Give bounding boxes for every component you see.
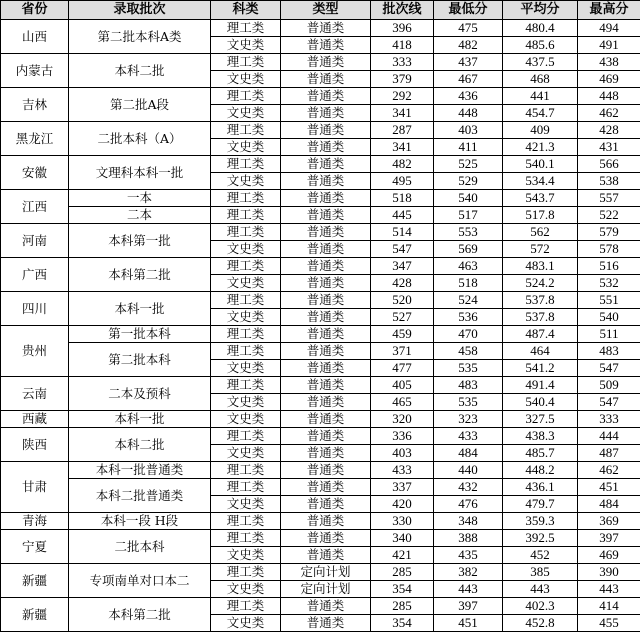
- type-cell: 普通类: [281, 258, 371, 275]
- cutoff-cell: 477: [371, 360, 434, 377]
- cutoff-cell: 285: [371, 598, 434, 615]
- category-cell: 文史类: [211, 275, 281, 292]
- avg-score-cell: 359.3: [503, 513, 578, 530]
- table-row: [1, 530, 640, 547]
- province-cell: 云南: [1, 377, 69, 411]
- min-score-cell: 433: [434, 428, 503, 445]
- type-cell: 普通类: [281, 241, 371, 258]
- table-row: [1, 122, 640, 139]
- category-cell: 理工类: [211, 122, 281, 139]
- cutoff-cell: 433: [371, 462, 434, 479]
- avg-score-cell: 537.8: [503, 292, 578, 309]
- batch-cell: 本科二批普通类: [69, 479, 211, 513]
- type-cell: 定向计划: [281, 581, 371, 598]
- type-cell: 普通类: [281, 360, 371, 377]
- category-cell: 文史类: [211, 496, 281, 513]
- avg-score-cell: 464: [503, 343, 578, 360]
- province-cell: 河南: [1, 224, 69, 258]
- max-score-cell: 451: [578, 479, 640, 496]
- category-cell: 理工类: [211, 292, 281, 309]
- min-score-cell: 411: [434, 139, 503, 156]
- table-row: [1, 190, 640, 207]
- min-score-cell: 518: [434, 275, 503, 292]
- table-row: [1, 258, 640, 275]
- min-score-cell: 569: [434, 241, 503, 258]
- cutoff-cell: 421: [371, 547, 434, 564]
- min-score-cell: 483: [434, 377, 503, 394]
- category-cell: 理工类: [211, 513, 281, 530]
- batch-cell: 二批本科: [69, 530, 211, 564]
- avg-score-cell: 402.3: [503, 598, 578, 615]
- max-score-cell: 428: [578, 122, 640, 139]
- avg-score-cell: 483.1: [503, 258, 578, 275]
- province-cell: 黑龙江: [1, 122, 69, 156]
- type-cell: 普通类: [281, 292, 371, 309]
- min-score-cell: 388: [434, 530, 503, 547]
- category-cell: 理工类: [211, 343, 281, 360]
- category-cell: 文史类: [211, 37, 281, 54]
- type-cell: 普通类: [281, 343, 371, 360]
- category-cell: 理工类: [211, 190, 281, 207]
- avg-score-cell: 409: [503, 122, 578, 139]
- min-score-cell: 435: [434, 547, 503, 564]
- cutoff-cell: 336: [371, 428, 434, 445]
- province-cell: 内蒙古: [1, 54, 69, 88]
- header-type: 类型: [281, 1, 371, 20]
- batch-cell: 二本: [69, 207, 211, 224]
- province-cell: 贵州: [1, 326, 69, 377]
- table-row: [1, 54, 640, 71]
- type-cell: 普通类: [281, 496, 371, 513]
- cutoff-cell: 354: [371, 615, 434, 632]
- min-score-cell: 348: [434, 513, 503, 530]
- category-cell: 文史类: [211, 411, 281, 428]
- avg-score-cell: 392.5: [503, 530, 578, 547]
- type-cell: 普通类: [281, 37, 371, 54]
- province-cell: 广西: [1, 258, 69, 292]
- min-score-cell: 443: [434, 581, 503, 598]
- min-score-cell: 458: [434, 343, 503, 360]
- cutoff-cell: 341: [371, 139, 434, 156]
- category-cell: 理工类: [211, 88, 281, 105]
- type-cell: 普通类: [281, 207, 371, 224]
- header-max-score: 最高分: [578, 1, 640, 20]
- avg-score-cell: 572: [503, 241, 578, 258]
- batch-cell: 本科二批: [69, 54, 211, 88]
- min-score-cell: 467: [434, 71, 503, 88]
- max-score-cell: 469: [578, 71, 640, 88]
- table-row: [1, 343, 640, 360]
- avg-score-cell: 441: [503, 88, 578, 105]
- type-cell: 普通类: [281, 326, 371, 343]
- type-cell: 普通类: [281, 598, 371, 615]
- cutoff-cell: 320: [371, 411, 434, 428]
- min-score-cell: 475: [434, 20, 503, 37]
- batch-cell: 一本: [69, 190, 211, 207]
- header-category: 科类: [211, 1, 281, 20]
- min-score-cell: 535: [434, 360, 503, 377]
- batch-cell: 本科一批普通类: [69, 462, 211, 479]
- max-score-cell: 557: [578, 190, 640, 207]
- type-cell: 普通类: [281, 462, 371, 479]
- avg-score-cell: 524.2: [503, 275, 578, 292]
- type-cell: 普通类: [281, 20, 371, 37]
- avg-score-cell: 485.6: [503, 37, 578, 54]
- avg-score-cell: 517.8: [503, 207, 578, 224]
- type-cell: 普通类: [281, 88, 371, 105]
- max-score-cell: 487: [578, 445, 640, 462]
- max-score-cell: 369: [578, 513, 640, 530]
- avg-score-cell: 327.5: [503, 411, 578, 428]
- max-score-cell: 443: [578, 581, 640, 598]
- max-score-cell: 455: [578, 615, 640, 632]
- type-cell: 普通类: [281, 530, 371, 547]
- batch-cell: 文理科本科一批: [69, 156, 211, 190]
- table-row: [1, 326, 640, 343]
- batch-cell: 本科二批: [69, 428, 211, 462]
- max-score-cell: 522: [578, 207, 640, 224]
- cutoff-cell: 405: [371, 377, 434, 394]
- avg-score-cell: 534.4: [503, 173, 578, 190]
- category-cell: 文史类: [211, 173, 281, 190]
- avg-score-cell: 491.4: [503, 377, 578, 394]
- min-score-cell: 536: [434, 309, 503, 326]
- type-cell: 普通类: [281, 547, 371, 564]
- min-score-cell: 484: [434, 445, 503, 462]
- avg-score-cell: 443: [503, 581, 578, 598]
- table-row: [1, 20, 640, 37]
- batch-cell: 第二批A段: [69, 88, 211, 122]
- cutoff-cell: 341: [371, 105, 434, 122]
- province-cell: 陕西: [1, 428, 69, 462]
- header-province: 省份: [1, 1, 69, 20]
- cutoff-cell: 285: [371, 564, 434, 581]
- avg-score-cell: 537.8: [503, 309, 578, 326]
- min-score-cell: 529: [434, 173, 503, 190]
- table-row: [1, 88, 640, 105]
- category-cell: 文史类: [211, 615, 281, 632]
- max-score-cell: 469: [578, 547, 640, 564]
- category-cell: 理工类: [211, 564, 281, 581]
- category-cell: 文史类: [211, 581, 281, 598]
- max-score-cell: 579: [578, 224, 640, 241]
- table-row: [1, 156, 640, 173]
- header-min-score: 最低分: [434, 1, 503, 20]
- province-cell: 宁夏: [1, 530, 69, 564]
- cutoff-cell: 527: [371, 309, 434, 326]
- category-cell: 理工类: [211, 258, 281, 275]
- province-cell: 四川: [1, 292, 69, 326]
- category-cell: 文史类: [211, 241, 281, 258]
- avg-score-cell: 541.2: [503, 360, 578, 377]
- max-score-cell: 462: [578, 462, 640, 479]
- batch-cell: 二本及预科: [69, 377, 211, 411]
- cutoff-cell: 337: [371, 479, 434, 496]
- max-score-cell: 484: [578, 496, 640, 513]
- type-cell: 普通类: [281, 394, 371, 411]
- avg-score-cell: 562: [503, 224, 578, 241]
- category-cell: 文史类: [211, 71, 281, 88]
- type-cell: 普通类: [281, 224, 371, 241]
- type-cell: 普通类: [281, 275, 371, 292]
- cutoff-cell: 420: [371, 496, 434, 513]
- max-score-cell: 333: [578, 411, 640, 428]
- min-score-cell: 323: [434, 411, 503, 428]
- type-cell: 普通类: [281, 428, 371, 445]
- category-cell: 文史类: [211, 394, 281, 411]
- min-score-cell: 440: [434, 462, 503, 479]
- table-row: [1, 377, 640, 394]
- batch-cell: 第二批本科A类: [69, 20, 211, 54]
- province-cell: 新疆: [1, 598, 69, 632]
- table-row: [1, 411, 640, 428]
- max-score-cell: 566: [578, 156, 640, 173]
- cutoff-cell: 403: [371, 445, 434, 462]
- max-score-cell: 551: [578, 292, 640, 309]
- min-score-cell: 382: [434, 564, 503, 581]
- cutoff-cell: 340: [371, 530, 434, 547]
- max-score-cell: 397: [578, 530, 640, 547]
- type-cell: 普通类: [281, 615, 371, 632]
- cutoff-cell: 465: [371, 394, 434, 411]
- max-score-cell: 547: [578, 394, 640, 411]
- max-score-cell: 431: [578, 139, 640, 156]
- cutoff-cell: 333: [371, 54, 434, 71]
- min-score-cell: 448: [434, 105, 503, 122]
- cutoff-cell: 428: [371, 275, 434, 292]
- header-avg-score: 平均分: [503, 1, 578, 20]
- province-cell: 山西: [1, 20, 69, 54]
- province-cell: 江西: [1, 190, 69, 224]
- type-cell: 普通类: [281, 105, 371, 122]
- category-cell: 理工类: [211, 428, 281, 445]
- cutoff-cell: 354: [371, 581, 434, 598]
- avg-score-cell: 421.3: [503, 139, 578, 156]
- cutoff-cell: 347: [371, 258, 434, 275]
- table-row: [1, 564, 640, 581]
- min-score-cell: 535: [434, 394, 503, 411]
- batch-cell: 第二批本科: [69, 343, 211, 377]
- table-row: [1, 513, 640, 530]
- table-row: [1, 479, 640, 496]
- max-score-cell: 578: [578, 241, 640, 258]
- cutoff-cell: 520: [371, 292, 434, 309]
- max-score-cell: 390: [578, 564, 640, 581]
- avg-score-cell: 543.7: [503, 190, 578, 207]
- type-cell: 普通类: [281, 122, 371, 139]
- province-cell: 安徽: [1, 156, 69, 190]
- min-score-cell: 524: [434, 292, 503, 309]
- cutoff-cell: 495: [371, 173, 434, 190]
- min-score-cell: 463: [434, 258, 503, 275]
- category-cell: 文史类: [211, 445, 281, 462]
- category-cell: 理工类: [211, 462, 281, 479]
- avg-score-cell: 487.4: [503, 326, 578, 343]
- table-row: [1, 428, 640, 445]
- category-cell: 理工类: [211, 377, 281, 394]
- category-cell: 文史类: [211, 139, 281, 156]
- avg-score-cell: 438.3: [503, 428, 578, 445]
- max-score-cell: 491: [578, 37, 640, 54]
- type-cell: 普通类: [281, 445, 371, 462]
- max-score-cell: 509: [578, 377, 640, 394]
- province-cell: 甘肃: [1, 462, 69, 513]
- header-row: [1, 1, 640, 20]
- max-score-cell: 483: [578, 343, 640, 360]
- cutoff-cell: 445: [371, 207, 434, 224]
- max-score-cell: 547: [578, 360, 640, 377]
- category-cell: 理工类: [211, 156, 281, 173]
- avg-score-cell: 385: [503, 564, 578, 581]
- max-score-cell: 414: [578, 598, 640, 615]
- min-score-cell: 517: [434, 207, 503, 224]
- type-cell: 普通类: [281, 377, 371, 394]
- category-cell: 理工类: [211, 598, 281, 615]
- avg-score-cell: 436.1: [503, 479, 578, 496]
- max-score-cell: 511: [578, 326, 640, 343]
- cutoff-cell: 459: [371, 326, 434, 343]
- type-cell: 普通类: [281, 71, 371, 88]
- type-cell: 普通类: [281, 479, 371, 496]
- province-cell: 新疆: [1, 564, 69, 598]
- category-cell: 理工类: [211, 326, 281, 343]
- province-cell: 青海: [1, 513, 69, 530]
- avg-score-cell: 540.1: [503, 156, 578, 173]
- max-score-cell: 532: [578, 275, 640, 292]
- min-score-cell: 432: [434, 479, 503, 496]
- min-score-cell: 436: [434, 88, 503, 105]
- category-cell: 理工类: [211, 54, 281, 71]
- header-batch: 录取批次: [69, 1, 211, 20]
- min-score-cell: 540: [434, 190, 503, 207]
- max-score-cell: 462: [578, 105, 640, 122]
- max-score-cell: 444: [578, 428, 640, 445]
- type-cell: 普通类: [281, 173, 371, 190]
- batch-cell: 本科第一批: [69, 224, 211, 258]
- batch-cell: 二批本科（A）: [69, 122, 211, 156]
- type-cell: 普通类: [281, 309, 371, 326]
- min-score-cell: 470: [434, 326, 503, 343]
- min-score-cell: 397: [434, 598, 503, 615]
- min-score-cell: 482: [434, 37, 503, 54]
- cutoff-cell: 482: [371, 156, 434, 173]
- table-row: [1, 462, 640, 479]
- batch-cell: 本科一批: [69, 292, 211, 326]
- min-score-cell: 451: [434, 615, 503, 632]
- type-cell: 普通类: [281, 156, 371, 173]
- cutoff-cell: 547: [371, 241, 434, 258]
- batch-cell: 本科一批: [69, 411, 211, 428]
- cutoff-cell: 379: [371, 71, 434, 88]
- table-row: [1, 292, 640, 309]
- cutoff-cell: 514: [371, 224, 434, 241]
- table-row: [1, 598, 640, 615]
- category-cell: 文史类: [211, 360, 281, 377]
- category-cell: 文史类: [211, 105, 281, 122]
- max-score-cell: 494: [578, 20, 640, 37]
- type-cell: 普通类: [281, 190, 371, 207]
- type-cell: 普通类: [281, 411, 371, 428]
- avg-score-cell: 452: [503, 547, 578, 564]
- max-score-cell: 438: [578, 54, 640, 71]
- min-score-cell: 525: [434, 156, 503, 173]
- batch-cell: 专项南单对口本二: [69, 564, 211, 598]
- cutoff-cell: 287: [371, 122, 434, 139]
- category-cell: 理工类: [211, 479, 281, 496]
- min-score-cell: 437: [434, 54, 503, 71]
- batch-cell: 本科第二批: [69, 258, 211, 292]
- avg-score-cell: 452.8: [503, 615, 578, 632]
- category-cell: 理工类: [211, 20, 281, 37]
- type-cell: 定向计划: [281, 564, 371, 581]
- avg-score-cell: 479.7: [503, 496, 578, 513]
- max-score-cell: 540: [578, 309, 640, 326]
- max-score-cell: 448: [578, 88, 640, 105]
- avg-score-cell: 468: [503, 71, 578, 88]
- province-cell: 吉林: [1, 88, 69, 122]
- min-score-cell: 403: [434, 122, 503, 139]
- category-cell: 理工类: [211, 530, 281, 547]
- cutoff-cell: 518: [371, 190, 434, 207]
- category-cell: 文史类: [211, 547, 281, 564]
- avg-score-cell: 454.7: [503, 105, 578, 122]
- min-score-cell: 476: [434, 496, 503, 513]
- category-cell: 理工类: [211, 224, 281, 241]
- cutoff-cell: 418: [371, 37, 434, 54]
- avg-score-cell: 480.4: [503, 20, 578, 37]
- province-cell: 西藏: [1, 411, 69, 428]
- cutoff-cell: 396: [371, 20, 434, 37]
- category-cell: 理工类: [211, 207, 281, 224]
- avg-score-cell: 540.4: [503, 394, 578, 411]
- cutoff-cell: 371: [371, 343, 434, 360]
- type-cell: 普通类: [281, 54, 371, 71]
- avg-score-cell: 485.7: [503, 445, 578, 462]
- batch-cell: 本科第二批: [69, 598, 211, 632]
- header-cutoff: 批次线: [371, 1, 434, 20]
- type-cell: 普通类: [281, 139, 371, 156]
- cutoff-cell: 330: [371, 513, 434, 530]
- table-row: [1, 207, 640, 224]
- category-cell: 文史类: [211, 309, 281, 326]
- batch-cell: 第一批本科: [69, 326, 211, 343]
- batch-cell: 本科一段 H段: [69, 513, 211, 530]
- table-row: [1, 224, 640, 241]
- type-cell: 普通类: [281, 513, 371, 530]
- avg-score-cell: 437.5: [503, 54, 578, 71]
- min-score-cell: 553: [434, 224, 503, 241]
- max-score-cell: 538: [578, 173, 640, 190]
- max-score-cell: 516: [578, 258, 640, 275]
- cutoff-cell: 292: [371, 88, 434, 105]
- avg-score-cell: 448.2: [503, 462, 578, 479]
